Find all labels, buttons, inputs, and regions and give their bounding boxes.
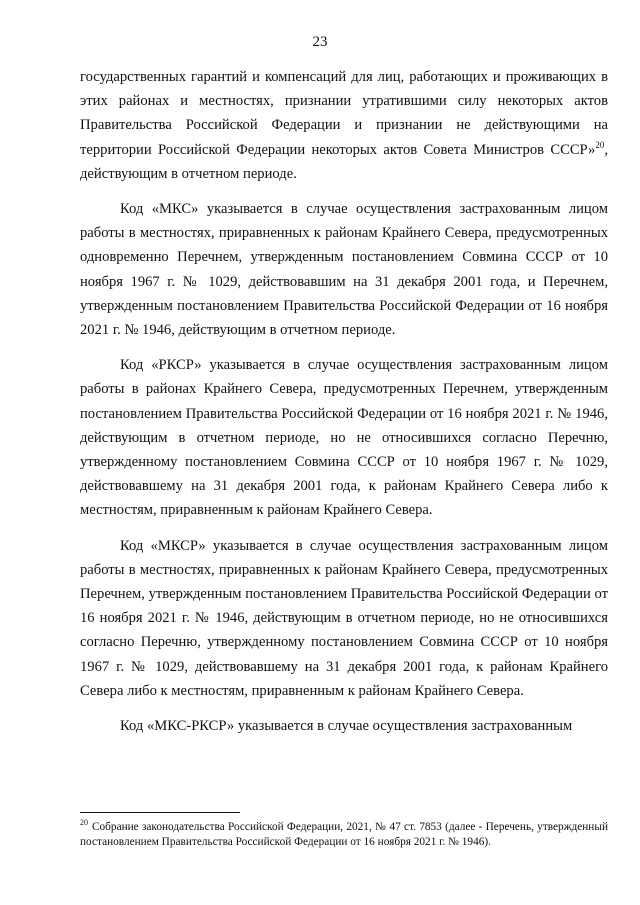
- paragraph-mks-rksr: Код «МКС-РКСР» указывается в случае осуществления застрахованным: [120, 718, 573, 735]
- paragraph-mks: Код «МКС» указывается в случае осуществления застрахованным лицом работы в местностях, приравненных к районам Крайнего Севера, предусмотренных одновременно Перечнем, утвержденным постановлением Совмина СССР от 10 ноября 1967 г. № 1029, действовавшим на 31 декабря 2001 года, и Перечнем, утвержденным постановлением Правительства Российской Федерации от 16 ноября 2021 г. № 1946, действующим в отчетном периоде.: [80, 201, 608, 339]
- footnote-reference[interactable]: 20: [595, 139, 605, 150]
- paragraph-rksr: Код «РКСР» указывается в случае осуществления застрахованным лицом работы в районах Крайнего Севера, предусмотренных Перечнем, утвержденным постановлением Правительства Российской Федерации от 16 ноября 2021 г. № 1946, действующим в отчетном периоде, но не относившихся согласно Перечню, утвержденному постановлением Совмина СССР от 10 ноября 1967 г. № 1029, действовавшему на 31 декабря 2001 года, к районам Крайнего Севера либо к местностям, приравненным к районам Крайнего Севера.: [80, 357, 608, 519]
- page-number: 23: [312, 34, 328, 50]
- paragraph-tail: , действующим в отчетном периоде.: [80, 141, 608, 182]
- footnote-marker: 20: [80, 818, 88, 828]
- document-body: [80, 65, 608, 738]
- footnote-divider: [80, 812, 240, 813]
- paragraph-mksr: Код «МКСР» указывается в случае осуществления застрахованным лицом работы в местностях, приравненных к районам Крайнего Севера, предусмотренных Перечнем, утвержденным постановлением Правительства Российской Федерации от 16 ноября 2021 г. № 1946, действующим в отчетном периоде, но не относившихся согласно Перечню, утвержденному постановлением Совмина СССР от 10 ноября 1967 г. № 1029, действовавшему на 31 декабря 2001 года, к районам Крайнего Севера либо к местностям, приравненным к районам Крайнего Севера.: [80, 537, 608, 699]
- paragraph-text: государственных гарантий и компенсаций для лиц, работающих и проживающих в этих районах и местностях, признании утратившими силу некоторых актов Правительства Российской Федерации и признании не действующими на территории Российской Федерации некоторых актов Совета Министров СССР»: [80, 69, 608, 158]
- footnote-text: Собрание законодательства Российской Федерации, 2021, № 47 ст. 7853 (далее - Перечень, утвержденный постановлением Правительства Российской Федерации от 16 ноября 2021 г. № 1946).: [80, 821, 608, 848]
- footnote: [80, 820, 608, 850]
- paragraph-continuation: [80, 65, 608, 186]
